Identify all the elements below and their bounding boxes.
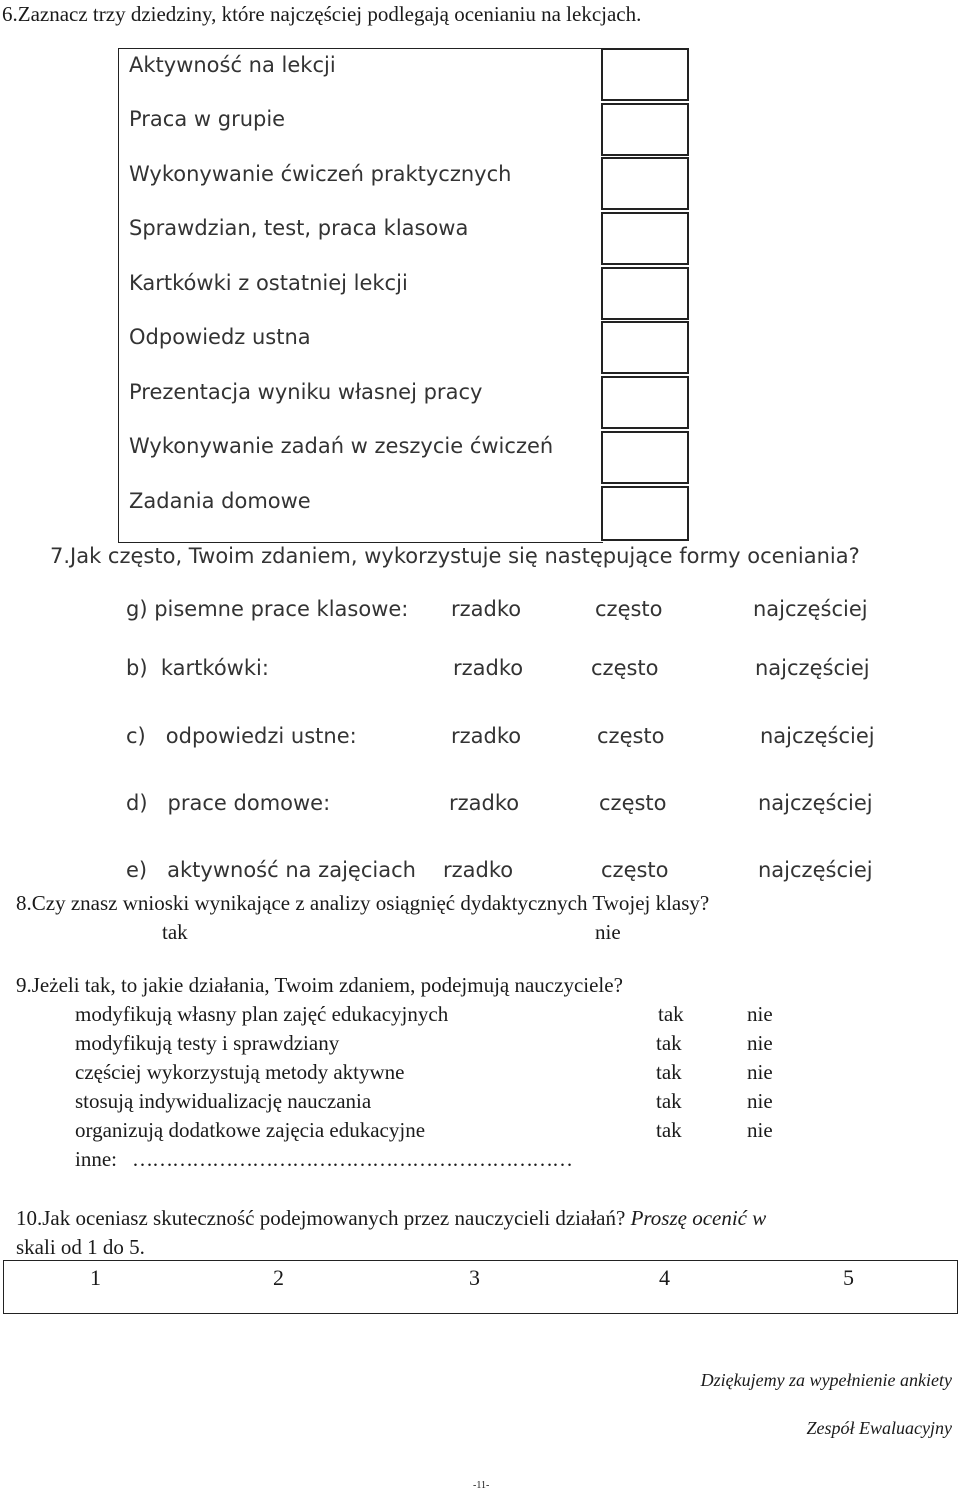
q9-option-nie[interactable]: nie <box>747 1060 773 1084</box>
q9-option-tak[interactable]: tak <box>656 1031 682 1055</box>
checkbox-aktywnosc[interactable] <box>601 48 689 101</box>
thanks-note: Dziękujemy za wypełnienie ankiety <box>700 1370 952 1390</box>
rating-option-5[interactable]: 5 <box>843 1265 854 1290</box>
q9-row-label: częściej wykorzystują metody aktywne <box>75 1060 405 1084</box>
page-number: -11- <box>473 1480 490 1491</box>
q7-row-label: c) odpowiedzi ustne: <box>126 724 357 748</box>
q7-title: 7.Jak często, Twoim zdaniem, wykorzystuje się następujące formy oceniania? <box>50 544 860 568</box>
q10-title-line2: skali od 1 do 5. <box>16 1235 145 1259</box>
q6-option: Kartkówki z ostatniej lekcji <box>129 271 408 295</box>
q7-option-czesto[interactable]: często <box>595 597 663 621</box>
q7-option-rzadko[interactable]: rzadko <box>449 791 520 815</box>
q10-title <box>16 1206 766 1231</box>
q9-option-tak[interactable]: tak <box>656 1118 682 1142</box>
q9-row-label: stosują indywidualizację nauczania <box>75 1089 372 1113</box>
q9-other-label: inne: <box>75 1147 117 1171</box>
q7-option-czesto[interactable]: często <box>597 724 665 748</box>
q9-title: 9.Jeżeli tak, to jakie działania, Twoim zdaniem, podejmują nauczyciele? <box>16 973 623 997</box>
q9-row-label: organizują dodatkowe zajęcia edukacyjne <box>75 1118 426 1142</box>
q8-option-tak[interactable]: tak <box>162 920 188 944</box>
q7-option-najczesciej[interactable]: najczęściej <box>758 791 873 815</box>
q7-option-rzadko[interactable]: rzadko <box>451 724 522 748</box>
q9-option-nie[interactable]: nie <box>747 1118 773 1142</box>
q7-row-label: e) aktywność na zajęciach <box>126 858 416 882</box>
rating-scale-table <box>3 1260 958 1314</box>
q8-option-nie[interactable]: nie <box>595 920 621 944</box>
q7-option-najczesciej[interactable]: najczęściej <box>760 724 875 748</box>
q9-option-tak[interactable]: tak <box>658 1002 684 1026</box>
q10-title-plain: 10.Jak oceniasz skuteczność podejmowanych przez nauczycieli działań? <box>16 1206 631 1230</box>
q6-option: Wykonywanie zadań w zeszycie ćwiczeń <box>129 434 554 458</box>
q7-option-czesto[interactable]: często <box>591 656 659 680</box>
q8-title: 8.Czy znasz wnioski wynikające z analizy osiągnięć dydaktycznych Twojej klasy? <box>16 891 710 915</box>
rating-option-2[interactable]: 2 <box>273 1265 284 1290</box>
q6-option: Wykonywanie ćwiczeń praktycznych <box>129 162 512 186</box>
q7-option-rzadko[interactable]: rzadko <box>453 656 524 680</box>
q7-option-rzadko[interactable]: rzadko <box>451 597 522 621</box>
checkbox-sprawdzian[interactable] <box>601 212 689 265</box>
rating-option-3[interactable]: 3 <box>469 1265 480 1290</box>
q9-option-nie[interactable]: nie <box>747 1031 773 1055</box>
q10-title-italic: Proszę ocenić w <box>630 1206 767 1230</box>
q6-option: Zadania domowe <box>129 489 311 513</box>
checkbox-odpowiedz-ustna[interactable] <box>601 321 689 374</box>
q9-option-tak[interactable]: tak <box>656 1060 682 1084</box>
checkbox-prezentacja[interactable] <box>601 376 689 429</box>
q9-row-label: modyfikują testy i sprawdziany <box>75 1031 340 1055</box>
checkbox-zeszyt-cwiczen[interactable] <box>601 431 689 484</box>
q9-row-label: modyfikują własny plan zajęć edukacyjnych <box>75 1002 449 1026</box>
q6-option: Odpowiedz ustna <box>129 325 311 349</box>
q9-option-nie[interactable]: nie <box>747 1002 773 1026</box>
checkbox-zadania-domowe[interactable] <box>601 486 689 541</box>
q7-row-label: d) prace domowe: <box>126 791 331 815</box>
checkbox-praca-w-grupie[interactable] <box>601 103 689 156</box>
q9-other-answer-line[interactable]: ………………………………………………………… <box>132 1147 572 1171</box>
q7-row-label: b) kartkówki: <box>126 656 269 680</box>
q6-option: Aktywność na lekcji <box>129 53 336 77</box>
q9-option-nie[interactable]: nie <box>747 1089 773 1113</box>
q7-row-label: g) pisemne prace klasowe: <box>126 597 409 621</box>
q7-option-czesto[interactable]: często <box>599 791 667 815</box>
q7-option-rzadko[interactable]: rzadko <box>443 858 514 882</box>
q6-option: Sprawdzian, test, praca klasowa <box>129 216 469 240</box>
q6-option: Praca w grupie <box>129 107 286 131</box>
q9-option-tak[interactable]: tak <box>656 1089 682 1113</box>
q7-option-najczesciej[interactable]: najczęściej <box>755 656 870 680</box>
q7-option-najczesciej[interactable]: najczęściej <box>758 858 873 882</box>
team-signature: Zespół Ewaluacyjny <box>806 1418 952 1438</box>
rating-option-4[interactable]: 4 <box>659 1265 670 1290</box>
q7-option-najczesciej[interactable]: najczęściej <box>753 597 868 621</box>
q7-option-czesto[interactable]: często <box>601 858 669 882</box>
q6-option: Prezentacja wyniku własnej pracy <box>129 380 483 404</box>
checkbox-cwiczenia-praktyczne[interactable] <box>601 157 689 210</box>
rating-option-1[interactable]: 1 <box>90 1265 101 1290</box>
checkbox-kartkowki[interactable] <box>601 267 689 320</box>
q6-title: 6.Zaznacz trzy dziedziny, które najczęściej podlegają ocenianiu na lekcjach. <box>2 2 642 26</box>
